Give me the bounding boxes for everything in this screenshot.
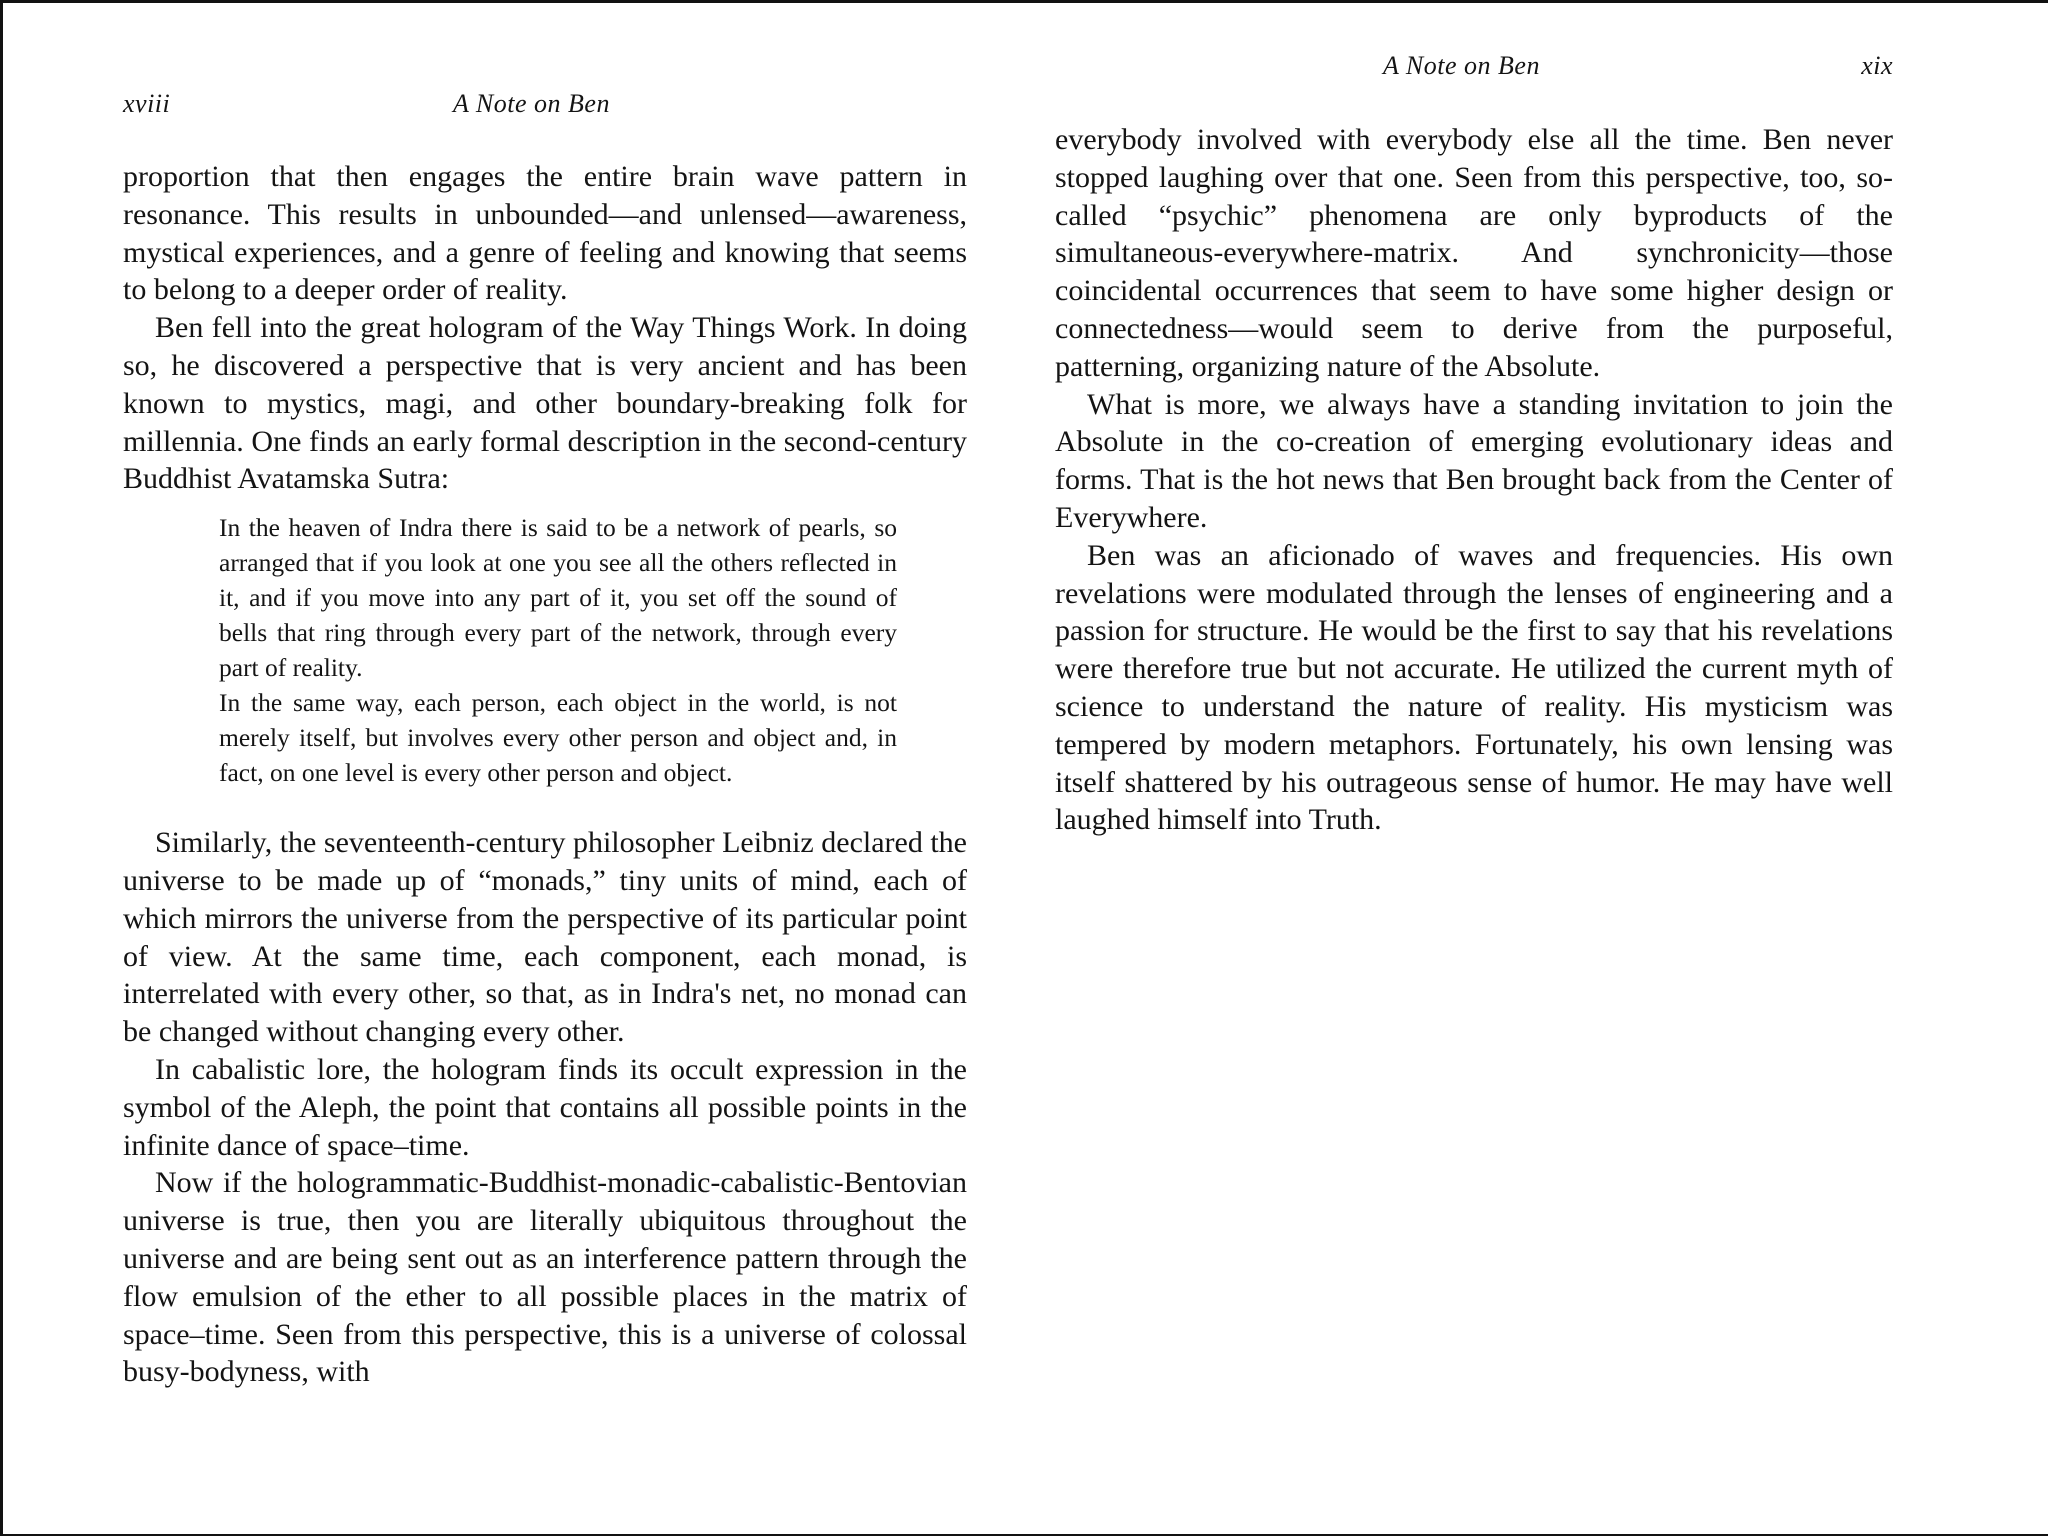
left-paragraph-3: Similarly, the seventeenth-century philosopher Leibniz declared the universe to be made up of “monads,” tiny units of mind, each of which mirrors the universe from the perspective of its particular point of view. At the same time, each component, each monad, is interrelated with every other, so that, as in Indra's net, no monad can be changed without changing every other. (123, 826, 967, 1049)
left-body-text (123, 158, 967, 1391)
right-folio: xix (1861, 51, 1893, 80)
right-paragraph-3: Ben was an aficionado of waves and frequencies. His own revelations were modulated through the lenses of engineering and a passion for structure. He would be the first to say that his revelations were therefore true but not accurate. He utilized the current myth of science to understand the nature of reality. His mysticism was tempered by modern metaphors. Fortunately, his own lensing was itself shattered by his outrageous sense of humor. He may have well laughed himself into Truth. (1055, 538, 1893, 837)
right-paragraph-1: everybody involved with everybody else all the time. Ben never stopped laughing over that one. Seen from this perspective, too, so-called “psychic” phenomena are only byproducts of the simultaneous-everywhere-matrix. And synchronicity—those coincidental occurrences that seem to have some higher design or connectedness—would seem to derive from the purposeful, patterning, organizing nature of the Absolute. (1055, 123, 1893, 383)
right-paragraph-2: What is more, we always have a standing invitation to join the Absolute in the co-creation of emerging evolutionary ideas and forms. That is the hot news that Ben brought back from the Center of Everywhere. (1055, 387, 1893, 534)
right-body-text (1055, 121, 1893, 839)
left-paragraph-1: proportion that then engages the entire brain wave pattern in resonance. This results in unbounded—and unlensed—awareness, mystical experiences, and a genre of feeling and knowing that seems to belong to a deeper order of reality. (123, 160, 967, 307)
left-paragraph-2: Ben fell into the great hologram of the Way Things Work. In doing so, he discovered a perspective that is very ancient and has been known to mystics, magi, and other boundary-breaking folk for millennia. One finds an early formal description in the second-century Buddhist Avatamska Sutra: (123, 311, 967, 496)
left-paragraph-5: Now if the hologrammatic-Buddhist-monadic-cabalistic-Bentovian universe is true, then you are literally ubiquitous throughout the universe and are being sent out as an interference pattern through the flow emulsion of the ether to all possible places in the matrix of space–time. Seen from this perspective, this is a universe of colossal busy-bodyness, with (123, 1166, 967, 1389)
blockquote-paragraph-1: In the heaven of Indra there is said to be a network of pearls, so arranged that if you look at one you see all the others reflected in it, and if you move into any part of it, you set off the sound of bells that ring through every part of the network, through every part of reality. (219, 513, 897, 683)
left-folio: xviii (123, 89, 171, 118)
sutra-blockquote (219, 510, 897, 790)
left-running-head: A Note on Ben (453, 89, 610, 118)
right-running-head: A Note on Ben (1383, 51, 1540, 80)
blockquote-paragraph-2: In the same way, each person, each object in the world, is not merely itself, but involves every other person and object and, in fact, on one level is every other person and object. (219, 688, 897, 788)
left-paragraph-4: In cabalistic lore, the hologram finds its occult expression in the symbol of the Aleph, the point that contains all possible points in the infinite dance of space–time. (123, 1052, 967, 1162)
